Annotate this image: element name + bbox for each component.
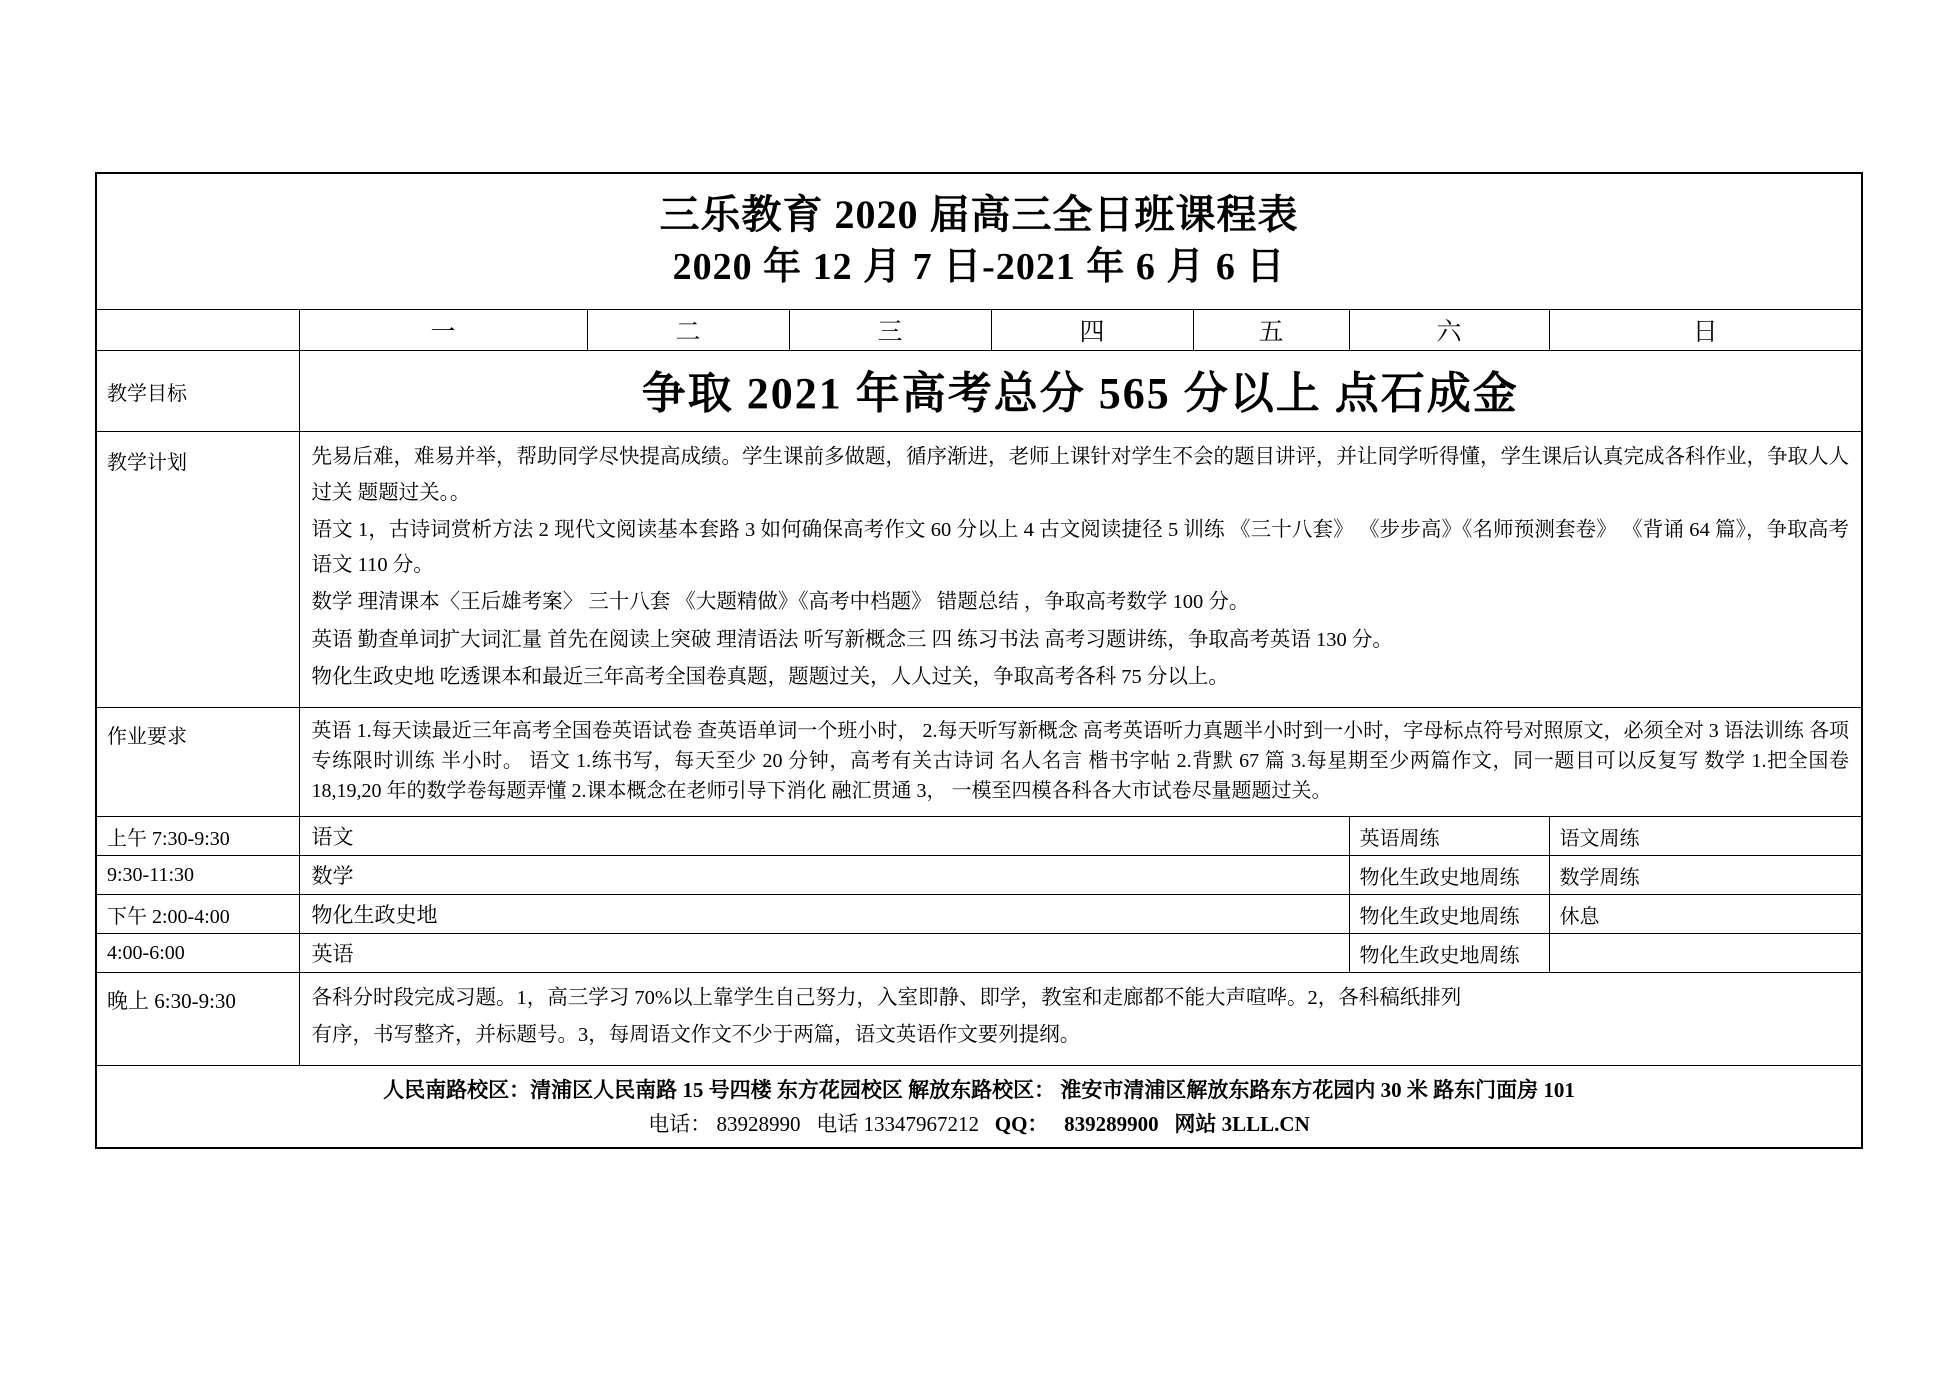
homework-text (299, 708, 1861, 817)
plan-paragraph-1: 先易后难，难易并举，帮助同学尽快提高成绩。学生课前多做题，循序渐进，老师上课针对学生不会的题目讲评，并让同学听得懂，学生课后认真完成各科作业，争取人人过关 题题过关。。 (311, 446, 1849, 504)
schedule-time-2: 9:30-11:30 (97, 856, 299, 895)
course-schedule-sheet (95, 172, 1863, 1149)
weekday-mon: 一 (299, 310, 587, 351)
weekday-sun: 日 (1549, 310, 1861, 351)
schedule-sun-2: 数学周练 (1549, 856, 1861, 895)
schedule-sat-4: 物化生政史地周练 (1349, 934, 1549, 973)
table-row (97, 895, 1861, 934)
schedule-subject-3: 物化生政史地 (299, 895, 1349, 934)
goal-row (97, 351, 1861, 432)
website-value: 3LLL.CN (1221, 1112, 1310, 1137)
evening-label: 晚上 6:30-9:30 (97, 973, 299, 1066)
footer-row (97, 1065, 1861, 1147)
qq-value: 839289900 (1064, 1112, 1159, 1137)
footer-cell (97, 1065, 1861, 1147)
schedule-sun-1: 语文周练 (1549, 817, 1861, 856)
qq-label: QQ： (994, 1112, 1049, 1137)
weekday-sat: 六 (1349, 310, 1549, 351)
schedule-sat-1: 英语周练 (1349, 817, 1549, 856)
homework-row (97, 708, 1861, 817)
page-title: 三乐教育 2020 届高三全日班课程表 (659, 192, 1299, 237)
schedule-time-1: 上午 7:30-9:30 (97, 817, 299, 856)
campus-addresses: 人民南路校区：清浦区人民南路 15 号四楼 东方花园校区 解放东路校区： 淮安市清浦区解放东路东方花园内 30 米 路东门面房 101 (383, 1077, 1575, 1102)
course-schedule-table (97, 174, 1861, 1147)
schedule-sat-3: 物化生政史地周练 (1349, 895, 1549, 934)
homework-paragraph: 英语 1.每天读最近三年高考全国卷英语试卷 查英语单词一个班小时， 2.每天听写新概念 高考英语听力真题半小时到一小时，字母标点符号对照原文，必须全对 3 语法训练 各项专练限时训练 半小时。 语文 1.练书写，每天至少 20 分钟，高考有关古诗词 名人名言 楷书字帖 2.背默 67 篇 3.每星期至少两篇作文，同一题目可以反复写 数学 1.把全国卷 18,19,20 年的数学卷每题弄懂 2.课本概念在老师引导下消化 融汇贯通 3， 一模至四模各科各大市试卷尽量题题过关。 (311, 720, 1849, 803)
plan-paragraph-3: 数学 理清课本〈王后雄考案〉 三十八套 《大题精做》《高考中档题》 错题总结 ，争取高考数学 100 分。 (311, 591, 1250, 614)
homework-label: 作业要求 (97, 708, 299, 817)
table-row (97, 934, 1861, 973)
schedule-time-3: 下午 2:00-4:00 (97, 895, 299, 934)
weekday-corner-cell (97, 310, 299, 351)
table-row (97, 817, 1861, 856)
schedule-sat-2: 物化生政史地周练 (1349, 856, 1549, 895)
plan-label: 教学计划 (97, 432, 299, 708)
plan-row (97, 432, 1861, 708)
weekday-header-row (97, 310, 1861, 351)
evening-text (299, 973, 1861, 1066)
schedule-subject-2: 数学 (299, 856, 1349, 895)
evening-paragraph-1: 各科分时段完成习题。1，高三学习 70%以上靠学生自己努力，入室即静、即学，教室和走廊都不能大声喧哗。2，各科稿纸排列 (311, 987, 1462, 1010)
website-label: 网站 (1174, 1112, 1217, 1137)
phone1-label: 电话： (648, 1112, 712, 1137)
plan-text (299, 432, 1861, 708)
weekday-fri: 五 (1193, 310, 1349, 351)
goal-label: 教学目标 (97, 351, 299, 432)
schedule-subject-4: 英语 (299, 934, 1349, 973)
schedule-subject-1: 语文 (299, 817, 1349, 856)
phone1-value: 83928990 (716, 1112, 801, 1137)
contact-line (103, 1107, 1855, 1143)
weekday-tue: 二 (587, 310, 789, 351)
phone2-value: 13347967212 (863, 1112, 979, 1137)
plan-paragraph-2: 语文 1，古诗词赏析方法 2 现代文阅读基本套路 3 如何确保高考作文 60 分以上 4 古文阅读捷径 5 训练 《三十八套》 《步步高》《名师预测套卷》 《背诵 64 篇》，争取高考语文 110 分。 (311, 518, 1849, 577)
phone2-label: 电话 (816, 1112, 859, 1137)
title-cell (97, 174, 1861, 310)
title-row (97, 174, 1861, 310)
page-subtitle: 2020 年 12 月 7 日-2021 年 6 月 6 日 (672, 246, 1286, 288)
evening-row (97, 973, 1861, 1066)
schedule-sun-4 (1549, 934, 1861, 973)
weekday-wed: 三 (789, 310, 991, 351)
schedule-time-4: 4:00-6:00 (97, 934, 299, 973)
evening-paragraph-2: 有序，书写整齐，并标题号。3，每周语文作文不少于两篇，语文英语作文要列提纲。 (311, 1023, 1081, 1046)
schedule-sun-3: 休息 (1549, 895, 1861, 934)
goal-text: 争取 2021 年高考总分 565 分以上 点石成金 (299, 351, 1861, 432)
plan-paragraph-4: 英语 勤查单词扩大词汇量 首先在阅读上突破 理清语法 听写新概念三 四 练习书法 高考习题讲练，争取高考英语 130 分。 (311, 628, 1393, 651)
plan-paragraph-5: 物化生政史地 吃透课本和最近三年高考全国卷真题，题题过关，人人过关，争取高考各科 75 分以上。 (311, 665, 1229, 688)
table-row (97, 856, 1861, 895)
weekday-thu: 四 (991, 310, 1193, 351)
